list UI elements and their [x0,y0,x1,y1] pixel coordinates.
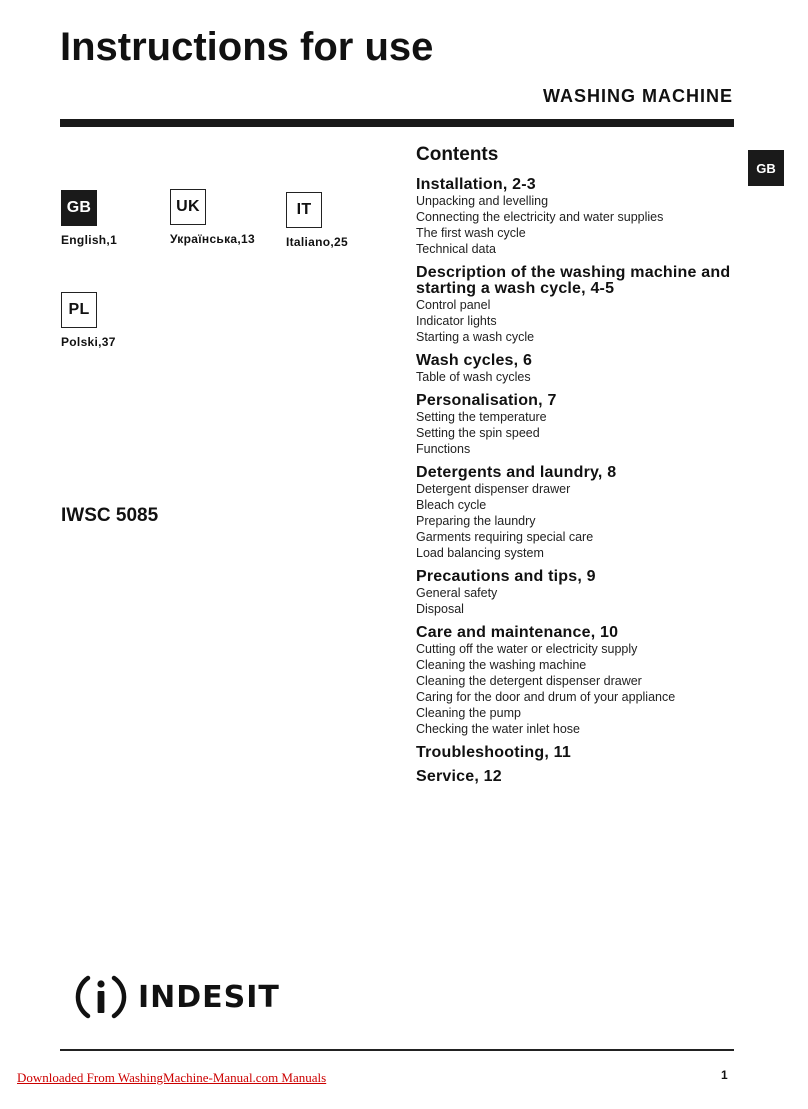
download-source-link[interactable]: Downloaded From WashingMachine-Manual.com Manuals [17,1070,327,1085]
toc-section [416,465,746,561]
language-code-uk: UK [170,189,206,225]
language-uk[interactable] [170,189,255,246]
table-of-contents [416,143,746,793]
toc-item[interactable]: Cleaning the detergent dispenser drawer [416,674,642,688]
toc-section-title[interactable]: Wash cycles, 6 [416,352,533,369]
toc-section [416,569,746,617]
toc-item[interactable]: Preparing the laundry [416,514,536,528]
language-pl[interactable] [61,292,116,349]
language-label-gb: English,1 [61,233,118,247]
toc-section [416,745,746,761]
header-rule [60,119,734,127]
product-type-heading: WASHING MACHINE [543,86,733,106]
language-it[interactable] [286,192,348,249]
toc-section-title[interactable]: Personalisation, 7 [416,392,557,409]
toc-item[interactable]: Caring for the door and drum of your appliance [416,690,676,704]
toc-item[interactable]: Garments requiring special care [416,530,594,544]
toc-item[interactable]: Table of wash cycles [416,370,531,384]
toc-section-title[interactable]: Precautions and tips, 9 [416,568,596,585]
toc-item[interactable]: Connecting the electricity and water supplies [416,210,664,224]
contents-heading: Contents [416,144,499,165]
toc-item[interactable]: Disposal [416,602,464,616]
toc-section [416,769,746,785]
toc-item[interactable]: Checking the water inlet hose [416,722,580,736]
toc-item[interactable]: Detergent dispenser drawer [416,482,571,496]
toc-section [416,353,746,385]
toc-section-title[interactable]: Detergents and laundry, 8 [416,464,617,481]
language-code-it: IT [286,192,322,228]
toc-item[interactable]: Starting a wash cycle [416,330,535,344]
language-label-uk: Українська,13 [170,232,255,246]
toc-section [416,265,746,345]
toc-item[interactable]: Cleaning the washing machine [416,658,587,672]
toc-item[interactable]: Load balancing system [416,546,544,560]
toc-item[interactable]: Cutting off the water or electricity supply [416,642,638,656]
toc-item[interactable]: General safety [416,586,498,600]
toc-item[interactable]: Setting the spin speed [416,426,540,440]
toc-section [416,625,746,737]
language-code-pl: PL [61,292,97,328]
toc-section [416,393,746,457]
toc-item[interactable]: Setting the temperature [416,410,547,424]
toc-item[interactable]: The first wash cycle [416,226,526,240]
toc-section-title[interactable]: Service, 12 [416,768,502,785]
toc-item[interactable]: Indicator lights [416,314,497,328]
language-label-pl: Polski,37 [61,335,116,349]
page-title: Instructions for use [60,25,434,69]
toc-item[interactable]: Technical data [416,242,496,256]
toc-item[interactable]: Functions [416,442,471,456]
toc-section-title[interactable]: Care and maintenance, 10 [416,624,619,641]
model-number: IWSC 5085 [61,505,159,526]
toc-section-title[interactable]: Description of the washing machine and starting a wash cycle, 4-5 [416,264,731,297]
toc-item[interactable]: Bleach cycle [416,498,487,512]
language-label-it: Italiano,25 [286,235,348,249]
page-number: 1 [721,1068,728,1082]
toc-section-title[interactable]: Troubleshooting, 11 [416,744,571,761]
language-code-gb: GB [61,190,97,226]
indesit-i-logo-icon [74,972,128,1022]
toc-item[interactable]: Control panel [416,298,491,312]
toc-section [416,177,746,257]
toc-item[interactable]: Cleaning the pump [416,706,521,720]
toc-item[interactable]: Unpacking and levelling [416,194,549,208]
language-side-tab: GB [748,150,784,186]
language-gb[interactable] [61,190,117,247]
toc-section-title[interactable]: Installation, 2-3 [416,176,536,193]
toc-sections [416,177,746,785]
brand-logo [74,972,280,1022]
brand-logo-text: INDESIT [138,979,280,1015]
footer-rule [60,1049,734,1051]
